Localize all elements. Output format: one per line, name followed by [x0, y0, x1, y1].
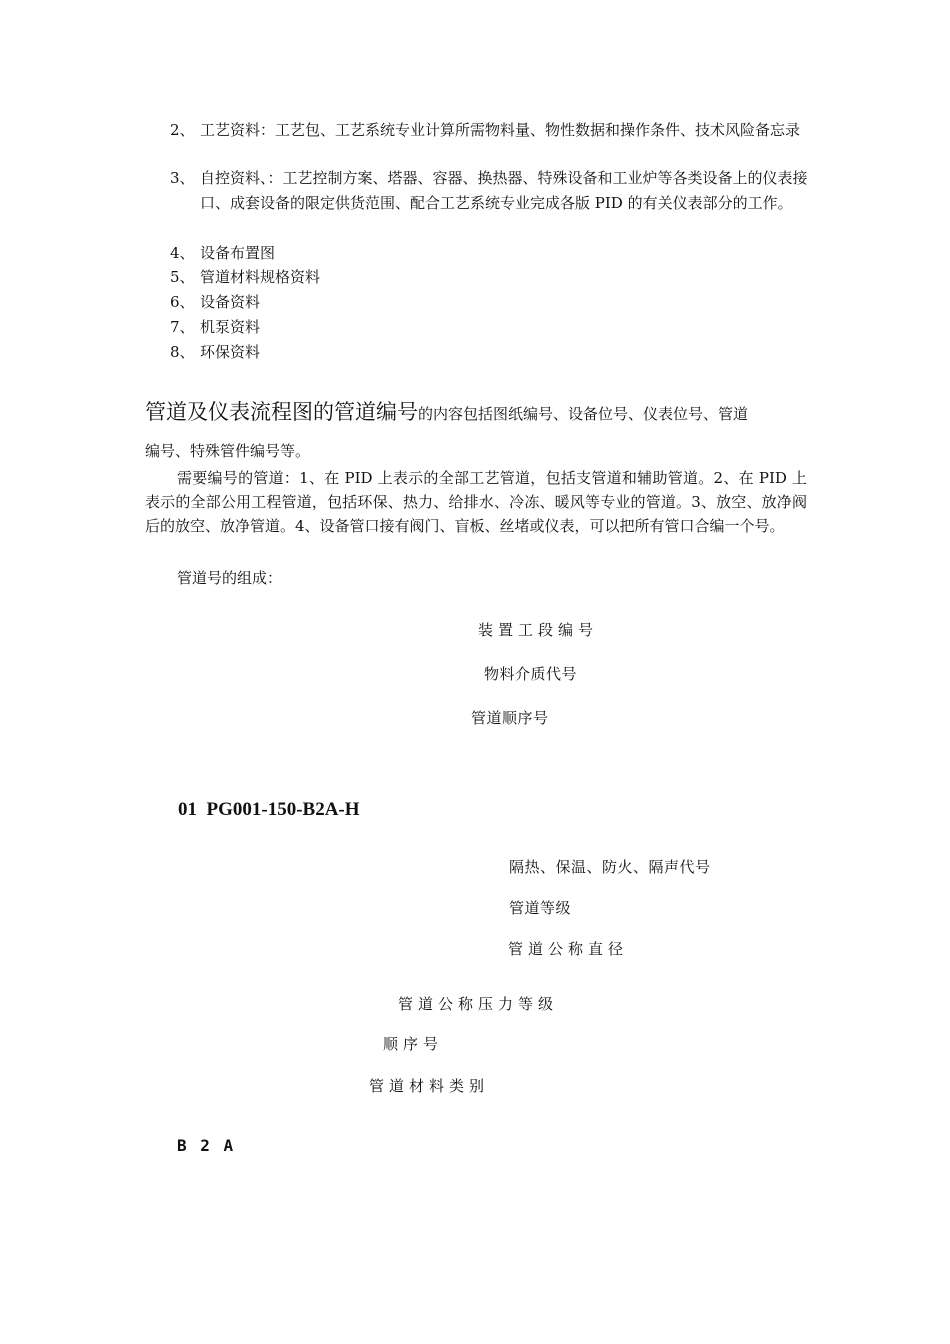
list-number: 8、 [170, 343, 195, 361]
list-text: 设备资料 [200, 293, 261, 311]
label-sequence-number: 顺序号 [383, 1035, 444, 1053]
label-nominal-diameter: 管道公称直径 [508, 940, 629, 958]
label-unit-section-number: 装置工段编号 [478, 621, 599, 639]
list-item-3 [170, 166, 820, 241]
list-text: 机泵资料 [200, 318, 261, 336]
list-text: 自控资料、：工艺控制方案、塔器、容器、换热器、特殊设备和工业炉等各类设备上的仪表接口、成套设备的限定供货范围、配合工艺系统专业完成各版 PID 的有关仪表部分的工作。 [200, 169, 808, 212]
list-number: 2、 [170, 121, 195, 139]
list-text: 设备布置图 [200, 244, 276, 262]
list-item-7 [170, 315, 820, 340]
list-item-6 [170, 290, 820, 315]
list-item-4 [170, 241, 820, 266]
paragraph-pipes-to-number: 需要编号的管道：1、在 PID 上表示的全部工艺管道，包括支管道和辅助管道。2、在 PID 上表示的全部公用工程管道，包括环保、热力、给排水、冷冻、暖风等专业的管道。3、放空、放净阀后的放空、放净管道。4、设备管口接有阀门、盲板、丝堵或仪表，可以把所有管口合编一个号。 [145, 469, 807, 535]
list-text: 工艺资料：工艺包、工艺系统专业计算所需物料量、物性数据和操作条件、技术风险备忘录 [200, 121, 801, 139]
list-number: 5、 [170, 268, 195, 286]
list-item-2 [170, 118, 820, 168]
list-item-5 [170, 265, 820, 290]
list-number: 6、 [170, 293, 195, 311]
list-number: 7、 [170, 318, 195, 336]
list-number: 3、 [170, 169, 195, 187]
label-pipe-sequence-number: 管道顺序号 [471, 709, 549, 727]
label-pipe-class: 管道等级 [509, 899, 572, 917]
section-heading-continuation: 编号、特殊管件编号等。 [145, 442, 311, 460]
list-item-8 [170, 340, 820, 365]
section-heading [145, 396, 748, 426]
material-code-example: B 2 A [177, 1136, 236, 1155]
label-insulation-code: 隔热、保温、防火、隔声代号 [509, 858, 711, 876]
label-pressure-class: 管道公称压力等级 [398, 995, 559, 1013]
pipe-code-example: 01 PG001-150-B2A-H [178, 799, 360, 820]
section-heading-title: 管道及仪表流程图的管道编号 [145, 400, 418, 424]
list-text: 管道材料规格资料 [200, 268, 321, 286]
label-medium-code: 物料介质代号 [484, 665, 578, 683]
section-heading-rest: 的内容包括图纸编号、设备位号、仪表位号、管道 [418, 405, 749, 423]
paragraph-pipe-number-composition: 管道号的组成： [177, 569, 283, 587]
list-number: 4、 [170, 244, 195, 262]
label-pipe-material: 管道材料类别 [369, 1077, 490, 1095]
list-text: 环保资料 [200, 343, 261, 361]
